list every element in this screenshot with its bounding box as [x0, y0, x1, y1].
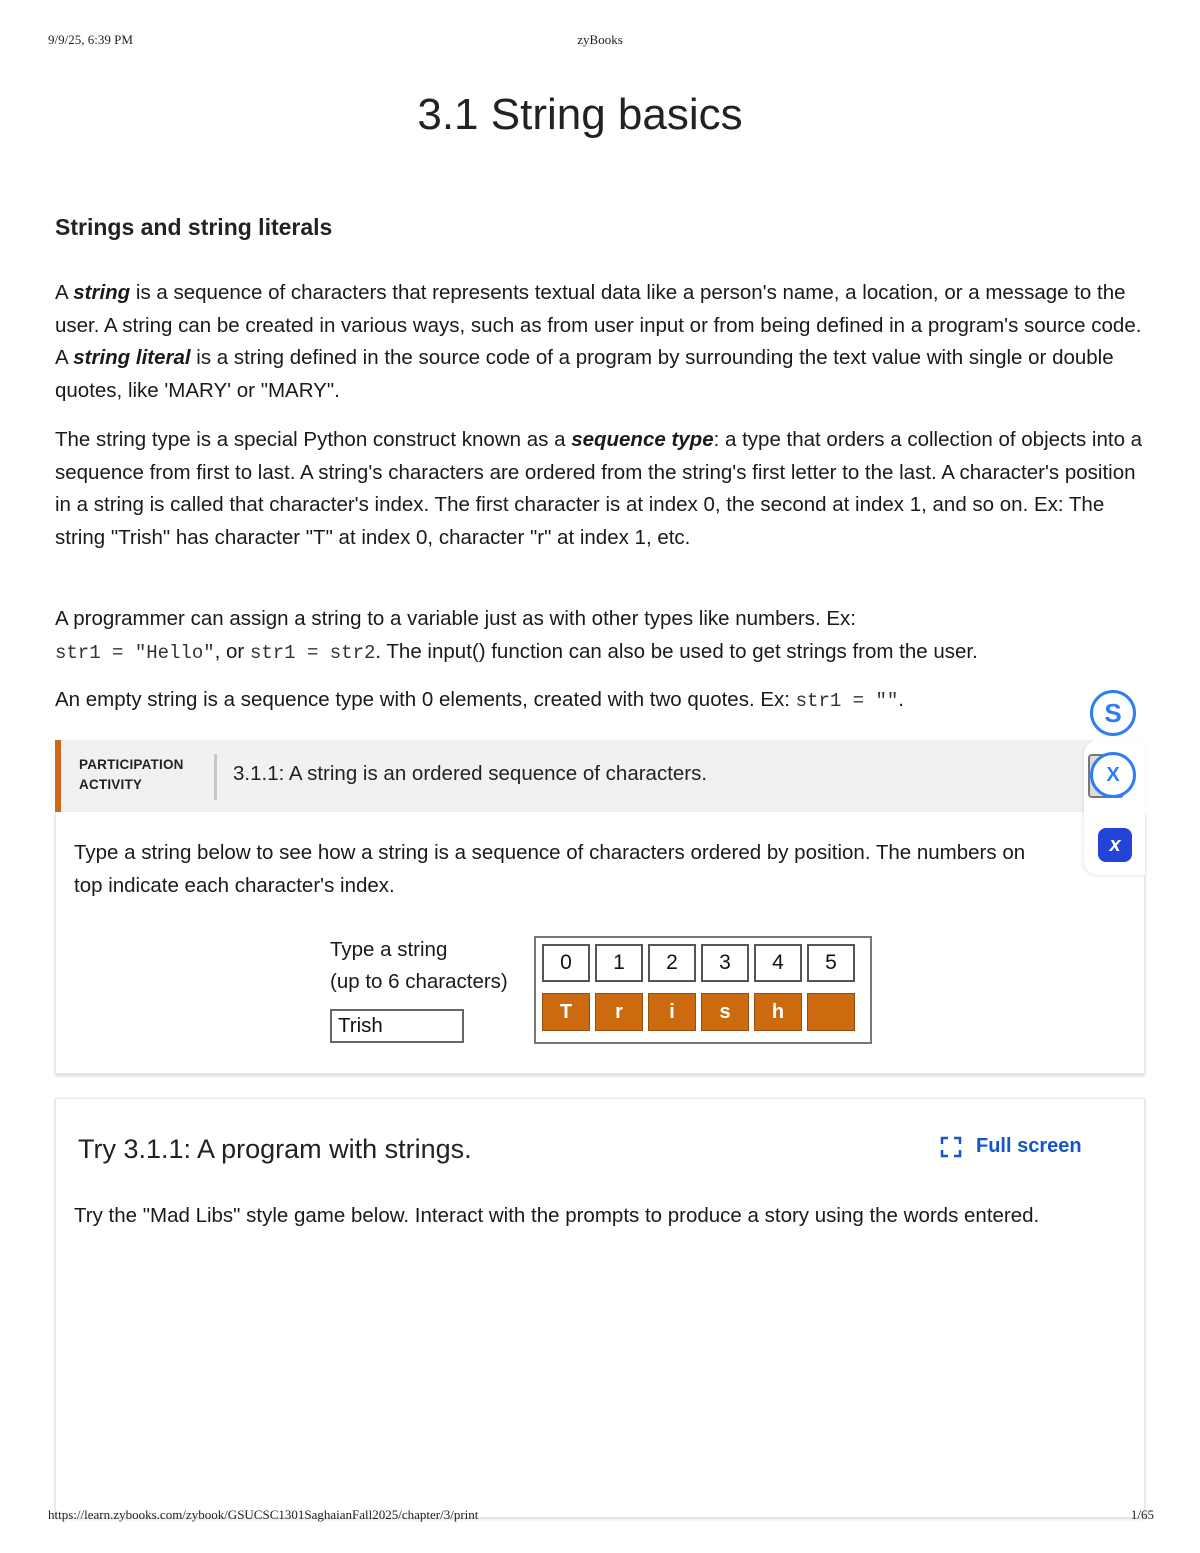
- activity-instructions: Type a string below to see how a string is a sequence of characters ordered by position. The numbers on top indicate each character's index.: [74, 841, 1026, 897]
- participation-activity-body: [55, 812, 1145, 1074]
- section-heading: Strings and string literals: [55, 214, 333, 240]
- participation-activity-header: [55, 740, 1145, 812]
- fullscreen-button[interactable]: [940, 1135, 1082, 1158]
- extension-formula-icon[interactable]: x: [1098, 828, 1132, 862]
- participation-activity-label: PARTICIPATION ACTIVITY: [79, 757, 184, 792]
- index-cell: 1: [595, 944, 643, 982]
- index-cell: 0: [542, 944, 590, 982]
- index-cell: 5: [807, 944, 855, 982]
- term-string-literal: string literal: [73, 346, 191, 369]
- code-example-str2: str1 = str2: [249, 641, 376, 664]
- paragraph-string-definition: A string is a sequence of characters that represents textual data like a person's name, a location, or a message to the user. A string can be created in various ways, such as from user input or from being defined in a program's source code. A string literal is a string defined in the source code of a program by surrounding the text value with single or double quotes, like 'MARY' or "MARY".: [55, 281, 1142, 402]
- print-footer-url: https://learn.zybooks.com/zybook/GSUCSC1301SaghaianFall2025/chapter/3/print: [48, 1507, 479, 1522]
- term-sequence-type: sequence type: [571, 428, 714, 451]
- code-example-hello: str1 = "Hello": [55, 641, 215, 664]
- paragraph-empty-string: An empty string is a sequence type with 0 elements, created with two quotes. Ex: str1 = "".: [55, 688, 904, 712]
- index-cell: 4: [754, 944, 802, 982]
- paragraph-sequence-type: The string type is a special Python construct known as a sequence type: a type that orders a collection of objects into a sequence from first to last. A string's characters are ordered from the string's first letter to the last. A character's position in a string is called that character's index. The first character is at index 0, the second at index 1, and so on. Ex: The string "Trish" has character "T" at index 0, character "r" at index 1, etc.: [55, 428, 1143, 549]
- participation-activity-title: 3.1.1: A string is an ordered sequence of characters.: [233, 762, 708, 785]
- character-cell: T: [542, 993, 590, 1031]
- print-site-title: zyBooks: [577, 32, 623, 47]
- character-index-grid: [534, 936, 872, 1044]
- character-cell: h: [754, 993, 802, 1031]
- extension-x-icon[interactable]: X: [1090, 752, 1136, 798]
- fullscreen-label: Full screen: [976, 1135, 1082, 1157]
- string-input-label: Type a string (up to 6 characters): [330, 938, 508, 993]
- index-cell: 2: [648, 944, 696, 982]
- print-page-number: 1/65: [1130, 1507, 1154, 1522]
- character-cell: i: [648, 993, 696, 1031]
- try-activity: [55, 1098, 1145, 1518]
- character-cell: r: [595, 993, 643, 1031]
- print-date: 9/9/25, 6:39 PM: [48, 32, 133, 47]
- expand-icon: [940, 1136, 962, 1158]
- character-cell: [807, 993, 855, 1031]
- string-input[interactable]: [330, 1009, 464, 1043]
- try-description: Try the "Mad Libs" style game below. Interact with the prompts to produce a story using the words entered.: [74, 1204, 1040, 1227]
- code-example-empty: str1 = "": [795, 690, 899, 712]
- paragraph-assign-string: A programmer can assign a string to a variable just as with other types like numbers. Ex: str1 = "Hello", or str1 = str2. The input() function can also be used to get strings from the user.: [55, 607, 978, 664]
- page-title: 3.1 String basics: [417, 90, 743, 139]
- term-string: string: [73, 281, 131, 304]
- character-cell: s: [701, 993, 749, 1031]
- header-divider: [214, 754, 217, 800]
- index-cell: 3: [701, 944, 749, 982]
- try-title: Try 3.1.1: A program with strings.: [78, 1134, 472, 1164]
- extension-s-icon[interactable]: S: [1090, 690, 1136, 736]
